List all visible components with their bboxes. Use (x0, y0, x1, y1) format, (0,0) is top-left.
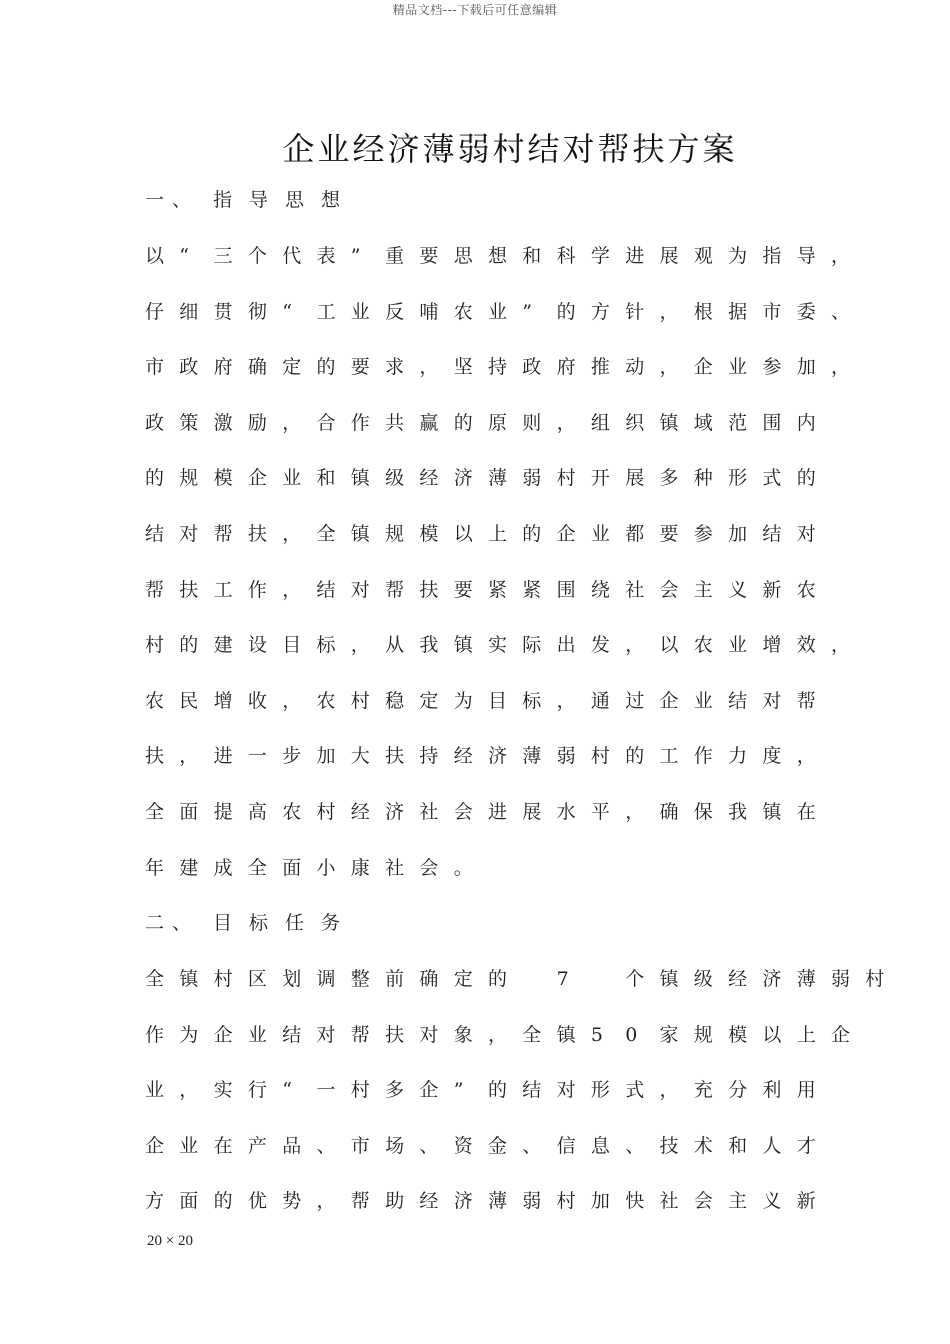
text-line: 村 的 建 设 目 标 ， 从 我 镇 实 际 出 发 ， 以 农 业 增 效 ， (145, 634, 851, 657)
section-heading-2 (145, 908, 357, 938)
section-number: 二、 (145, 912, 200, 934)
text-line: 农 民 增 收 ， 农 村 稳 定 为 目 标 ， 通 过 企 业 结 对 帮 (145, 689, 816, 712)
text-line: 仔 细 贯 彻 “ 工 业 反 哺 农 业 ” 的 方 针 ， 根 据 市 委 、 (145, 300, 851, 323)
text-line: 作 为 企 业 结 对 帮 扶 对 象 ， 全 镇 5 0 家 规 模 以 上 企 (145, 1023, 851, 1046)
text-line: 扶 ， 进 一 步 加 大 扶 持 经 济 薄 弱 村 的 工 作 力 度 ， (145, 745, 816, 768)
document-title: 企业经济薄弱村结对帮扶方案 (282, 130, 738, 168)
text-line: 政 策 激 励 ， 合 作 共 赢 的 原 则 ， 组 织 镇 域 范 围 内 (145, 411, 816, 434)
text-line: 业 ， 实 行 “ 一 村 多 企 ” 的 结 对 形 式 ， 充 分 利 用 (145, 1079, 816, 1102)
text-line: 方 面 的 优 势 ， 帮 助 经 济 薄 弱 村 加 快 社 会 主 义 新 (145, 1190, 816, 1213)
section-title: 指导思想 (213, 189, 358, 211)
section-title: 目标任务 (213, 912, 358, 934)
text-line: 的 规 模 企 业 和 镇 级 经 济 薄 弱 村 开 展 多 种 形 式 的 (145, 467, 816, 490)
text-line: 结 对 帮 扶 ， 全 镇 规 模 以 上 的 企 业 都 要 参 加 结 对 (145, 523, 816, 545)
page-header: 精品文档---下载后可任意编辑 (392, 3, 558, 17)
text-line: 企 业 在 产 品 、 市 场 、 资 金 、 信 息 、 技 术 和 人 才 (145, 1134, 816, 1157)
text-line: 全 面 提 高 农 村 经 济 社 会 进 展 水 平 ， 确 保 我 镇 在 (145, 801, 816, 823)
page-footer: 20 × 20 (147, 1233, 193, 1249)
text-line: 以 “ 三 个 代 表 ” 重 要 思 想 和 科 学 进 展 观 为 指 导 ， (145, 245, 851, 267)
text-line: 全 镇 村 区 划 调 整 前 确 定 的 7 个 镇 级 经 济 薄 弱 村 (145, 968, 885, 990)
text-line: 帮 扶 工 作 ， 结 对 帮 扶 要 紧 紧 围 绕 社 会 主 义 新 农 (145, 578, 816, 601)
section-number: 一、 (145, 189, 200, 211)
text-line: 年 建 成 全 面 小 康 社 会 。 (145, 856, 473, 879)
text-line: 市 政 府 确 定 的 要 求 ， 坚 持 政 府 推 动 ， 企 业 参 加 ， (145, 356, 851, 379)
section-heading-1 (145, 185, 357, 215)
